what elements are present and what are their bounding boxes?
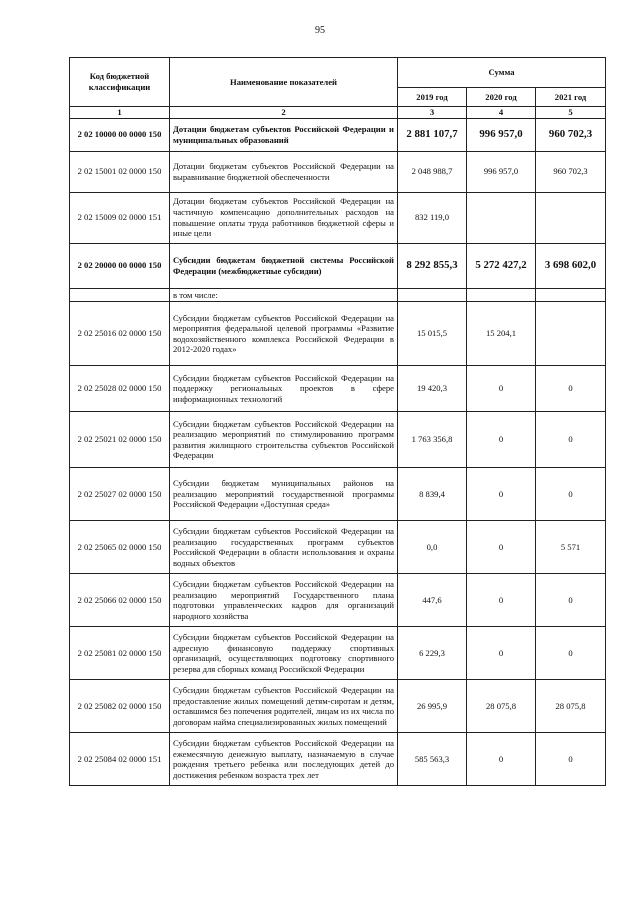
row-name: Субсидии бюджетам субъектов Российской Федерации на предоставление жилых помещений детям-сиротам и детям, оставшимся без попечения родителей, лицам из их числа по договорам найма специализированных жилых помещений [170,680,398,733]
row-value-2021: 960 702,3 [536,151,606,192]
row-code: 2 02 25021 02 0000 150 [70,412,170,468]
row-code: 2 02 20000 00 0000 150 [70,243,170,288]
table-row [70,302,606,366]
row-name: Дотации бюджетам субъектов Российской Федерации и муниципальных образований [170,118,398,151]
row-value-2019: 8 292 855,3 [398,243,467,288]
row-code: 2 02 10000 00 0000 150 [70,118,170,151]
col-number-5: 5 [536,107,606,119]
table-row [70,366,606,412]
row-name: Субсидии бюджетам субъектов Российской Федерации на реализацию мероприятий по стимулированию программ развития жилищного строительства субъектов Российской Федерации [170,412,398,468]
row-name: Дотации бюджетам субъектов Российской Федерации на выравнивание бюджетной обеспеченности [170,151,398,192]
row-value-2020: 0 [467,521,536,574]
header-name: Наименование показателей [170,58,398,107]
table-row [70,627,606,680]
row-value-2020: 0 [467,627,536,680]
row-value-2020: 0 [467,733,536,786]
row-value-2019: 26 995,9 [398,680,467,733]
row-name: Дотации бюджетам субъектов Российской Федерации на частичную компенсацию дополнительных расходов на повышение оплаты труда работников бюджетной сферы и иные цели [170,192,398,243]
row-code [70,288,170,302]
row-value-2021 [536,302,606,366]
table-row [70,192,606,243]
row-value-2021: 0 [536,574,606,627]
table-row [70,521,606,574]
row-name: Субсидии бюджетам бюджетной системы Российской Федерации (межбюджетные субсидии) [170,243,398,288]
row-value-2019: 8 839,4 [398,468,467,521]
table-row [70,733,606,786]
row-code: 2 02 25066 02 0000 150 [70,574,170,627]
row-value-2020: 0 [467,412,536,468]
table-row [70,118,606,151]
table-row [70,151,606,192]
col-number-1: 1 [70,107,170,119]
row-name: Субсидии бюджетам субъектов Российской Федерации на мероприятия федеральной целевой программы «Развитие водохозяйственного комплекса Российской Федерации в 2012-2020 годах» [170,302,398,366]
row-value-2019: 832 119,0 [398,192,467,243]
row-name: Субсидии бюджетам субъектов Российской Федерации на реализацию государственных программ субъектов Российской Федерации в области использования и охраны водных объектов [170,521,398,574]
col-number-2: 2 [170,107,398,119]
row-value-2021 [536,288,606,302]
header-code: Код бюджетной классификации [70,58,170,107]
row-code: 2 02 25027 02 0000 150 [70,468,170,521]
budget-table [69,57,606,786]
row-code: 2 02 25028 02 0000 150 [70,366,170,412]
row-value-2019: 447,6 [398,574,467,627]
row-value-2021: 0 [536,366,606,412]
table-row [70,243,606,288]
page-number: 95 [315,25,325,36]
row-value-2021: 0 [536,468,606,521]
row-name: Субсидии бюджетам субъектов Российской Федерации на реализацию мероприятий Государственного плана подготовки управленческих кадров для организаций народного хозяйства [170,574,398,627]
row-value-2019: 0,0 [398,521,467,574]
row-value-2021: 960 702,3 [536,118,606,151]
row-name: Субсидии бюджетам субъектов Российской Федерации на поддержку региональных проектов в сфере информационных технологий [170,366,398,412]
row-value-2020: 15 204,1 [467,302,536,366]
header-sum: Сумма [398,58,606,88]
row-value-2019 [398,288,467,302]
row-value-2020: 996 957,0 [467,118,536,151]
row-value-2020: 28 075,8 [467,680,536,733]
row-name: в том числе: [170,288,398,302]
row-value-2021: 5 571 [536,521,606,574]
row-code: 2 02 25081 02 0000 150 [70,627,170,680]
row-value-2021: 0 [536,627,606,680]
table-body [70,118,606,786]
col-number-3: 3 [398,107,467,119]
row-value-2021: 3 698 602,0 [536,243,606,288]
row-name: Субсидии бюджетам муниципальных районов на реализацию мероприятий государственной программы Российской Федерации «Доступная среда» [170,468,398,521]
row-value-2021: 28 075,8 [536,680,606,733]
row-name: Субсидии бюджетам субъектов Российской Федерации на ежемесячную денежную выплату, назначаемую в случае рождения третьего ребенка или последующих детей до достижения ребенком возраста трех лет [170,733,398,786]
header-year-2021: 2021 год [536,88,606,107]
row-value-2020: 0 [467,366,536,412]
header-year-2019: 2019 год [398,88,467,107]
row-value-2019: 1 763 356,8 [398,412,467,468]
row-code: 2 02 25065 02 0000 150 [70,521,170,574]
row-name: Субсидии бюджетам субъектов Российской Федерации на адресную финансовую поддержку спортивных организаций, осуществляющих подготовку спортивного резерва для сборных команд Российской Федерации [170,627,398,680]
row-code: 2 02 15001 02 0000 150 [70,151,170,192]
col-number-4: 4 [467,107,536,119]
row-value-2020: 0 [467,574,536,627]
table-row [70,412,606,468]
row-code: 2 02 25082 02 0000 150 [70,680,170,733]
row-value-2020: 0 [467,468,536,521]
row-value-2021: 0 [536,412,606,468]
row-value-2019: 2 881 107,7 [398,118,467,151]
row-value-2020 [467,192,536,243]
row-value-2019: 585 563,3 [398,733,467,786]
row-value-2020 [467,288,536,302]
row-value-2019: 2 048 988,7 [398,151,467,192]
row-code: 2 02 15009 02 0000 151 [70,192,170,243]
row-value-2019: 6 229,3 [398,627,467,680]
table-row [70,574,606,627]
row-code: 2 02 25084 02 0000 151 [70,733,170,786]
row-value-2020: 996 957,0 [467,151,536,192]
row-code: 2 02 25016 02 0000 150 [70,302,170,366]
row-value-2020: 5 272 427,2 [467,243,536,288]
row-value-2019: 19 420,3 [398,366,467,412]
table-row [70,288,606,302]
header-year-2020: 2020 год [467,88,536,107]
row-value-2019: 15 015,5 [398,302,467,366]
table-row [70,468,606,521]
row-value-2021: 0 [536,733,606,786]
table-row [70,680,606,733]
row-value-2021 [536,192,606,243]
